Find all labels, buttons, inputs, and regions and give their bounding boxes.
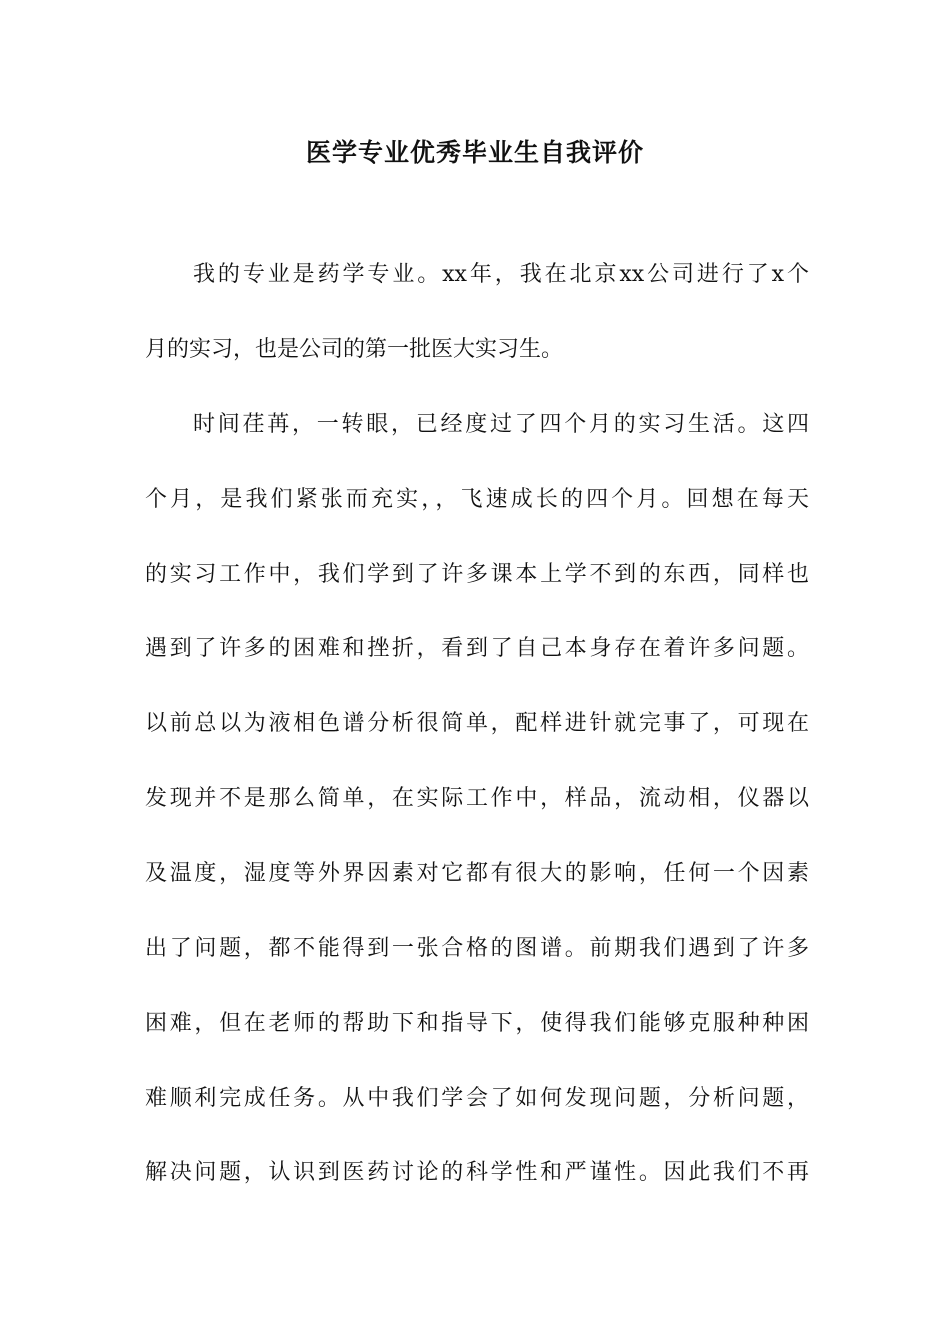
paragraph-line: 及温度，湿度等外界因素对它都有很大的影响，任何一个因素 bbox=[145, 861, 809, 886]
paragraph-line: 难顺利完成任务。从中我们学会了如何发现问题，分析问题， bbox=[145, 1086, 809, 1111]
paragraph-line: 时间荏苒，一转眼，已经度过了四个月的实习生活。这四 bbox=[193, 412, 809, 437]
paragraph-line: 我的专业是药学专业。xx年，我在北京xx公司进行了x个 bbox=[193, 262, 809, 287]
paragraph-line: 的实习工作中，我们学到了许多课本上学不到的东西，同样也 bbox=[145, 562, 809, 587]
paragraph-line: 困难，但在老师的帮助下和指导下，使得我们能够克服种种困 bbox=[145, 1011, 809, 1036]
paragraph-line: 以前总以为液相色谱分析很简单，配样进针就完事了，可现在 bbox=[145, 711, 809, 736]
paragraph-line: 个月，是我们紧张而充实，，飞速成长的四个月。回想在每天 bbox=[145, 487, 809, 512]
paragraph-line: 出了问题，都不能得到一张合格的图谱。前期我们遇到了许多 bbox=[145, 936, 809, 961]
document-title: 医学专业优秀毕业生自我评价 bbox=[305, 138, 644, 167]
paragraph-line: 发现并不是那么简单，在实际工作中，样品，流动相，仪器以 bbox=[145, 786, 809, 811]
paragraph-line: 月的实习，也是公司的第一批医大实习生。 bbox=[145, 337, 564, 362]
paragraph-line: 遇到了许多的困难和挫折，看到了自己本身存在着许多问题。 bbox=[145, 636, 809, 661]
paragraph-line: 解决问题，认识到医药讨论的科学性和严谨性。因此我们不再 bbox=[145, 1160, 809, 1185]
